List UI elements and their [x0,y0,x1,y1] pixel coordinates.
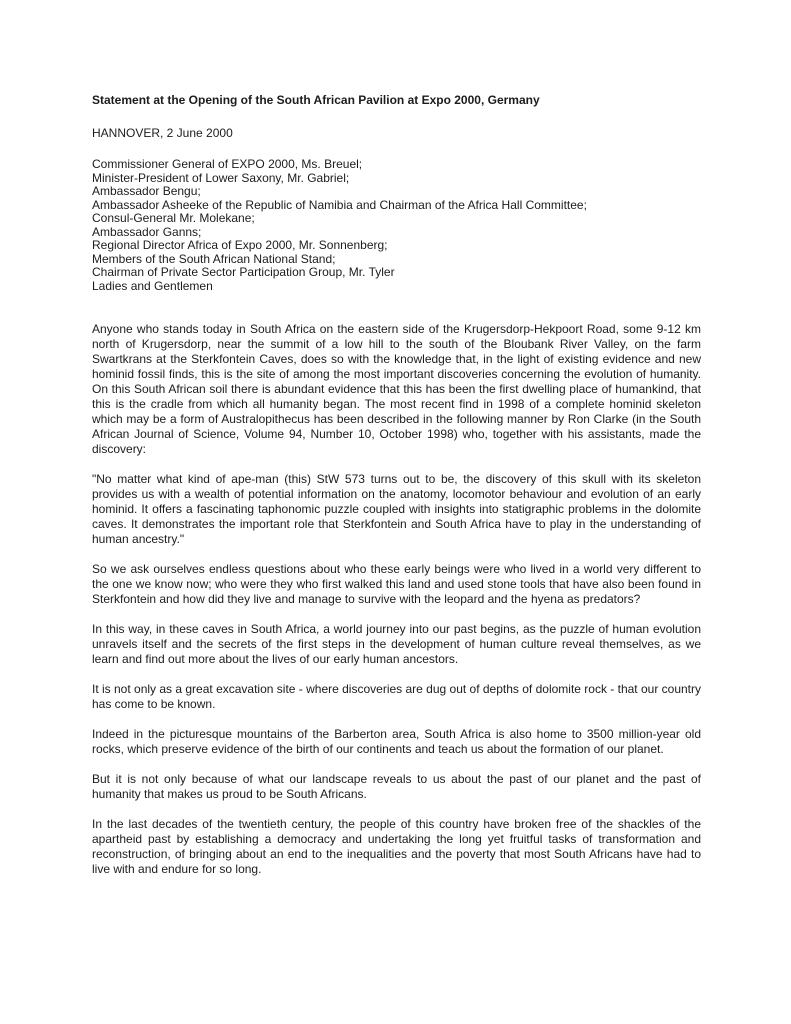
salutation-line: Ambassador Bengu; [92,184,201,198]
salutation-line: Regional Director Africa of Expo 2000, Mr. Sonnenberg; [92,238,388,252]
salutation-line: Ladies and Gentlemen [92,278,213,293]
salutation-line: Members of the South African National Stand; [92,251,336,266]
paragraph: In this way, in these caves in South Africa, a world journey into our past begins, as the puzzle of human evolution unravels itself and the secrets of the first steps in the development of human culture reveal themselves, as we learn and find out more about the lives of our early human ancestors. [92,622,701,666]
paragraph: "No matter what kind of ape-man (this) StW 573 turns out to be, the discovery of this skull with its skeleton provides us with a wealth of potential information on the anatomy, locomotor behaviour and evolution of an early hominid. It offers a fascinating taphonomic puzzle coupled with insights into statigraphic problems in the dolomite caves. It demonstrates the important role that Sterkfontein and South Africa have to play in the understanding of human ancestry." [92,472,701,546]
paragraph: In the last decades of the twentieth century, the people of this country have broken free of the shackles of the apartheid past by establishing a democracy and undertaking the long yet fruitful tasks of transformation and reconstruction, of bringing about an end to the inequalities and the poverty that most South Africans have had to live with and endure for so long. [92,817,701,876]
paragraph: It is not only as a great excavation site - where discoveries are dug out of depths of dolomite rock - that our country has come to be known. [92,682,701,711]
paragraph: Indeed in the picturesque mountains of the Barberton area, South Africa is also home to 3500 million-year old rocks, which preserve evidence of the birth of our continents and teach us about the formation of our planet. [92,727,701,756]
salutation-line: Minister-President of Lower Saxony, Mr. Gabriel; [92,170,350,185]
paragraph: Anyone who stands today in South Africa on the eastern side of the Krugersdorp-Hekpoort Road, some 9-12 km north of Krugersdorp, near the summit of a low hill to the south of the Bloubank River Valley, on the farm Swartkrans at the Sterkfontein Caves, does so with the knowledge that, in the light of existing evidence and new hominid fossil finds, this is the site of among the most important discoveries concerning the evolution of humanity. On this South African soil there is abundant evidence that this has been the first dwelling place of humankind, that this is the cradle from which all humanity began. The most recent find in 1998 of a complete hominid skeleton which may be a form of Australopithecus has been described in the following manner by Ron Clarke (in the South African Journal of Science, Volume 94, Number 10, October 1998) who, together with his assistants, made the discovery: [92,322,701,456]
paragraph: So we ask ourselves endless questions about who these early beings were who lived in a world very different to the one we know now; who were they who first walked this land and used stone tools that have also been found in Sterkfontein and how did they live and manage to survive with the leopard and the hyena as predators? [92,562,701,606]
salutation-line: Commissioner General of EXPO 2000, Ms. Breuel; [92,157,363,171]
document-title: Statement at the Opening of the South African Pavilion at Expo 2000, Germany [92,93,540,107]
paragraph: But it is not only because of what our landscape reveals to us about the past of our planet and the past of humanity that makes us proud to be South Africans. [92,772,701,801]
salutation-line: Consul-General Mr. Molekane; [92,211,255,225]
salutation-list [92,158,701,293]
salutation-line: Ambassador Ganns; [92,224,202,239]
salutation-line: Ambassador Asheeke of the Republic of Namibia and Chairman of the Africa Hall Committee; [92,197,587,212]
dateline: HANNOVER, 2 June 2000 [92,126,233,140]
document-content [92,93,701,877]
salutation-line: Chairman of Private Sector Participation Group, Mr. Tyler [92,265,395,279]
document-body [92,322,701,877]
